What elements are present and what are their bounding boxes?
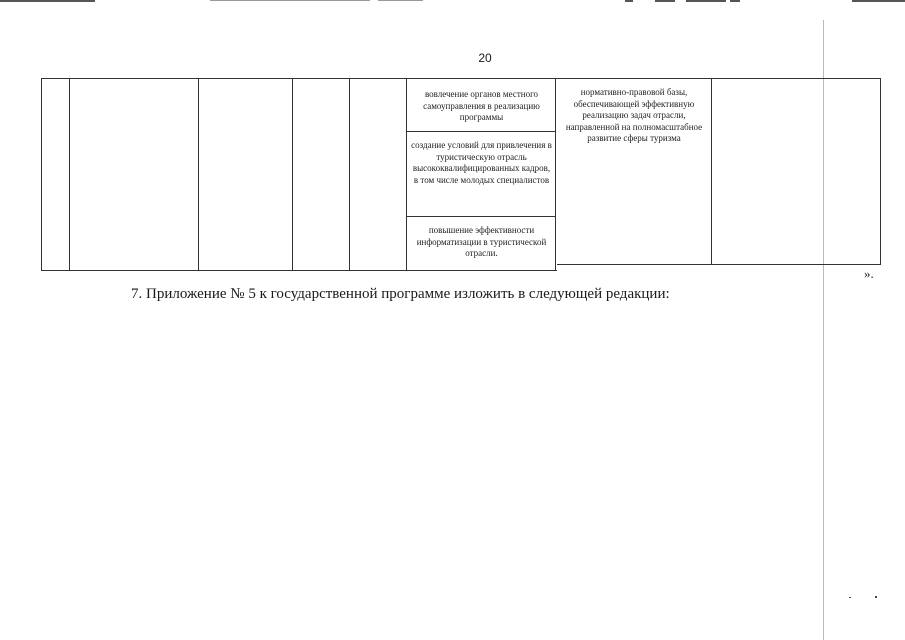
table-border-bottom xyxy=(41,270,557,271)
column-divider xyxy=(69,78,70,271)
goal-cell-text: повышение эффективности информатизации в туристической отрасли. xyxy=(416,225,547,258)
column-divider xyxy=(292,78,293,271)
scan-speck xyxy=(875,596,877,598)
body-paragraph: 7. Приложение № 5 к государственной программе изложить в следующей редакции: xyxy=(131,286,670,302)
scan-artifact xyxy=(852,0,905,2)
column-divider xyxy=(198,78,199,271)
result-cell-text: нормативно-правовой базы, обеспечивающей эффективную реализацию задач отрасли, направленной на полномасштабное развитие сферы туризма xyxy=(565,87,703,143)
page-number: 20 xyxy=(478,51,492,65)
column-divider xyxy=(555,78,556,271)
scan-artifact xyxy=(655,0,675,2)
scan-artifact xyxy=(625,0,633,2)
goal-cell-text: вовлечение органов местного самоуправления в реализацию программы xyxy=(423,89,540,122)
column-divider xyxy=(349,78,350,271)
closing-quote: ». xyxy=(864,266,874,281)
table-border-top xyxy=(41,78,881,79)
column-divider xyxy=(711,78,712,265)
row-divider xyxy=(406,131,556,132)
column-divider xyxy=(406,78,407,271)
scan-artifact xyxy=(730,0,740,2)
table-border-left xyxy=(41,78,42,271)
scan-artifact xyxy=(686,0,726,2)
scan-artifact xyxy=(378,0,423,1)
table-border-bottom-right xyxy=(557,264,881,265)
scan-artifact xyxy=(0,0,95,2)
scan-artifact xyxy=(210,0,370,1)
scan-speck xyxy=(849,597,851,598)
row-divider xyxy=(406,216,556,217)
table-border-right xyxy=(880,78,881,265)
goal-cell-text: создание условий для привлечения в туристическую отрасль высококвалифицированных кадров, в том числе молодых специалистов xyxy=(411,140,552,185)
program-table xyxy=(41,78,881,271)
